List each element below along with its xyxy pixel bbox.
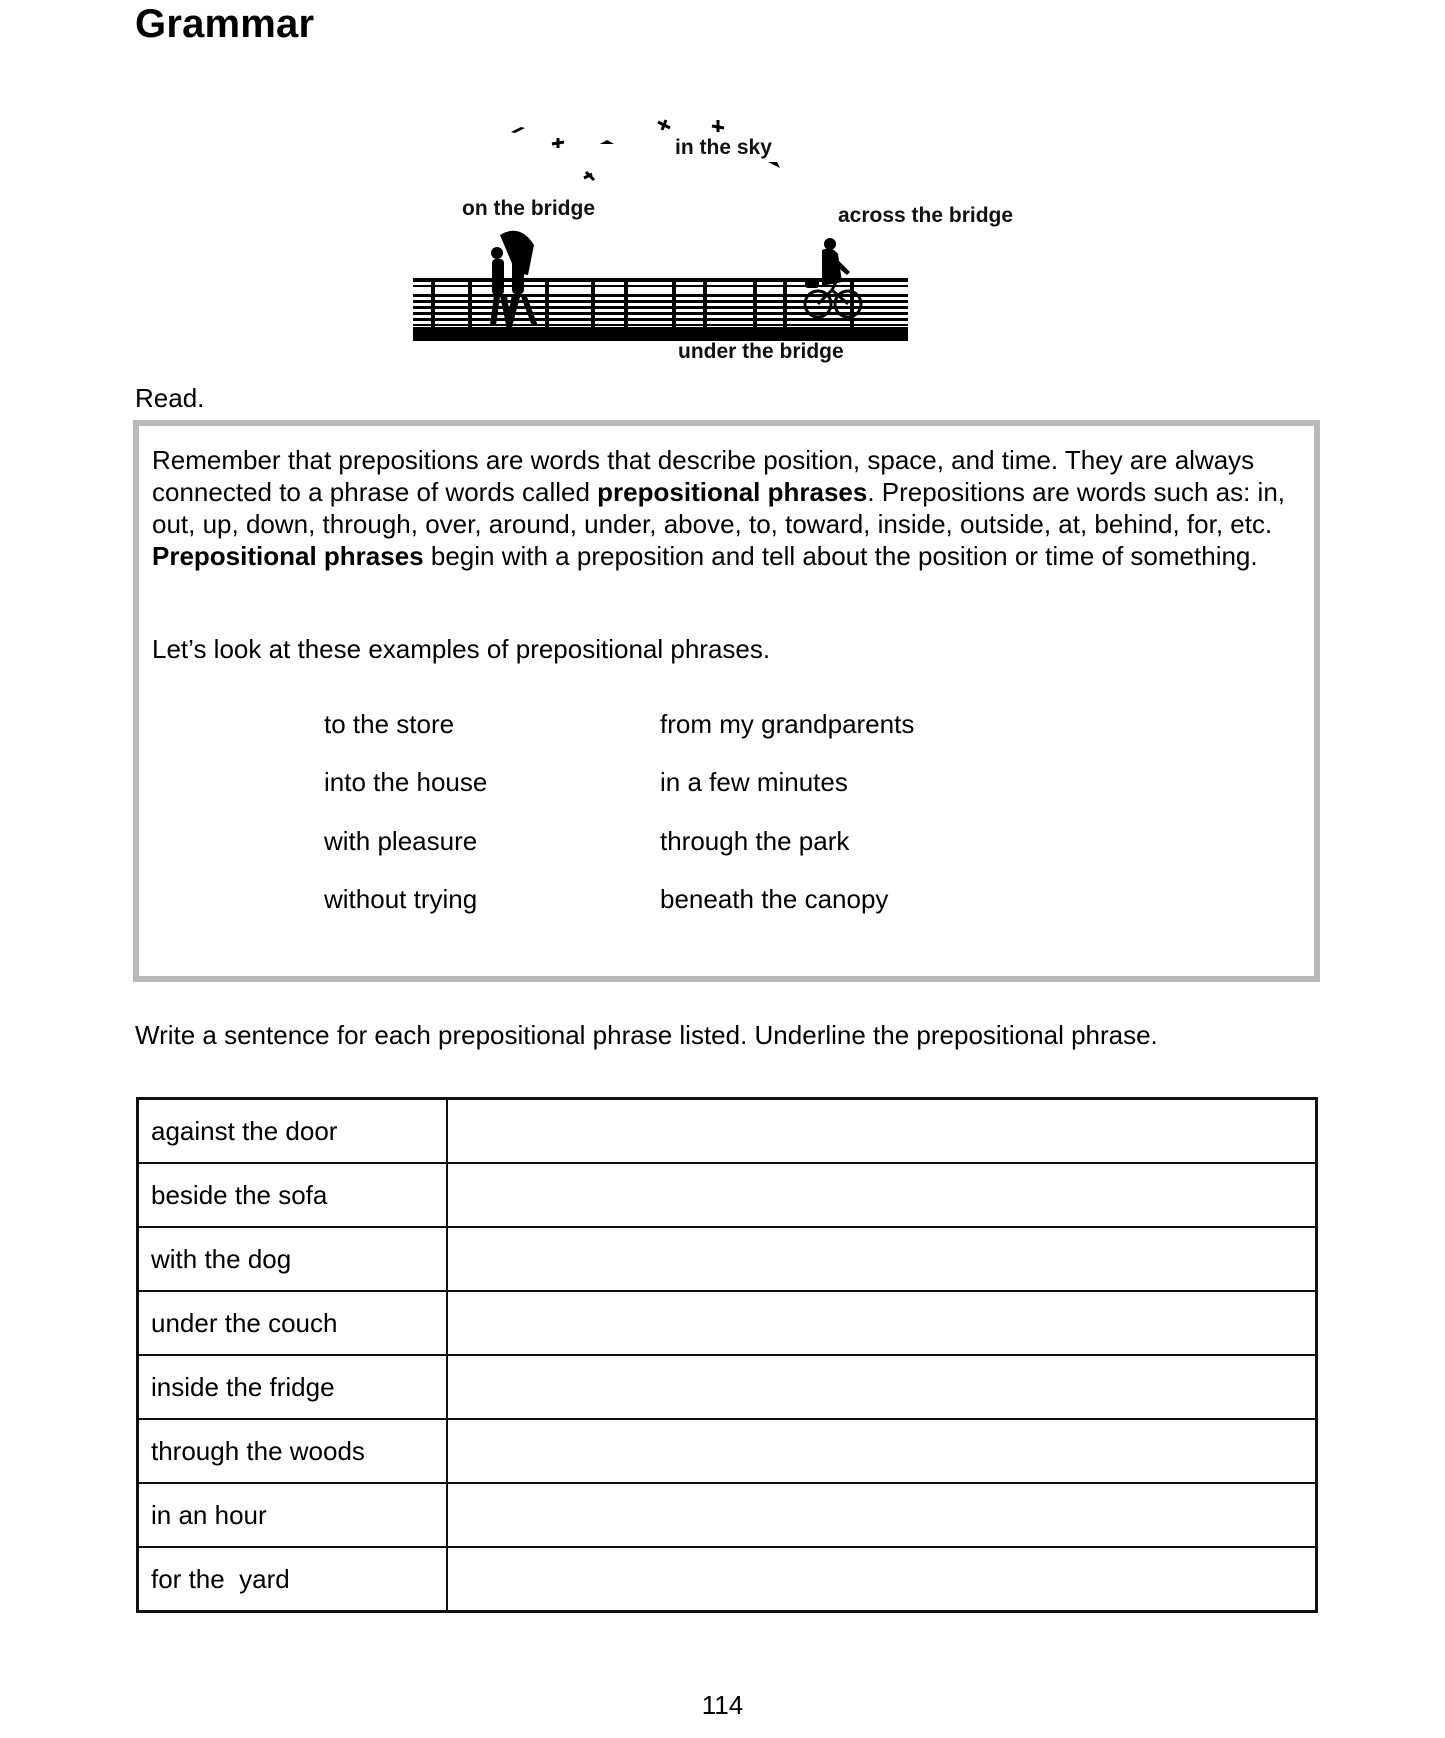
- label-across-the-bridge: across the bridge: [838, 204, 1014, 227]
- page-title: Grammar: [135, 2, 315, 46]
- example-phrase: from my grandparents: [660, 709, 915, 739]
- example-phrase: in a few minutes: [660, 767, 848, 797]
- bold-term: prepositional phrases: [597, 477, 868, 507]
- example-phrase: beneath the canopy: [660, 884, 889, 914]
- answer-cell[interactable]: [447, 1419, 1317, 1483]
- table-row: [138, 1483, 1317, 1547]
- phrase-cell: under the couch: [138, 1291, 448, 1355]
- label-in-the-sky: in the sky: [675, 136, 772, 159]
- read-label: Read.: [135, 383, 205, 413]
- phrase-cell: in an hour: [138, 1483, 448, 1547]
- info-paragraph: [152, 444, 1312, 572]
- table-row: [138, 1419, 1317, 1483]
- phrase-cell: beside the sofa: [138, 1163, 448, 1227]
- info-box: [133, 420, 1320, 982]
- table-row: [138, 1099, 1317, 1164]
- phrase-cell: against the door: [138, 1099, 448, 1164]
- answer-cell[interactable]: [447, 1355, 1317, 1419]
- bold-term: Prepositional phrases: [152, 541, 424, 571]
- phrase-cell: inside the fridge: [138, 1355, 448, 1419]
- paragraph-text: begin with a preposition and tell about the position or time of something.: [423, 541, 1258, 571]
- table-row: [138, 1291, 1317, 1355]
- answer-cell[interactable]: [447, 1163, 1317, 1227]
- table-row: [138, 1163, 1317, 1227]
- practice-table: [136, 1097, 1318, 1613]
- page-number: 114: [701, 1690, 744, 1720]
- example-phrase: with pleasure: [324, 826, 478, 856]
- examples-intro: Let’s look at these examples of prepositional phrases.: [152, 634, 771, 664]
- table-row: [138, 1355, 1317, 1419]
- answer-cell[interactable]: [447, 1227, 1317, 1291]
- paragraph-text: . Prepositions are words such as: in, out, up, down, through, over, around, under, above, to, toward, inside, outside, at, behind, for, etc.: [152, 477, 1285, 539]
- answer-cell[interactable]: [447, 1483, 1317, 1547]
- table-row: [138, 1227, 1317, 1291]
- phrase-cell: with the dog: [138, 1227, 448, 1291]
- example-phrase: without trying: [324, 884, 478, 914]
- answer-cell[interactable]: [447, 1547, 1317, 1612]
- exercise-instruction: Write a sentence for each prepositional phrase listed. Underline the prepositional phrase.: [135, 1020, 1158, 1050]
- table-row: [138, 1547, 1317, 1612]
- example-phrase: through the park: [660, 826, 850, 856]
- answer-cell[interactable]: [447, 1099, 1317, 1164]
- bridge-illustration: [400, 100, 1050, 370]
- phrase-cell: through the woods: [138, 1419, 448, 1483]
- example-phrase: into the house: [324, 767, 488, 797]
- phrase-cell: for the yard: [138, 1547, 448, 1612]
- paragraph-text: Remember that prepositions are words that describe position, space, and time. They are always connected to a phrase of words called: [152, 445, 1255, 507]
- answer-cell[interactable]: [447, 1291, 1317, 1355]
- label-on-the-bridge: on the bridge: [462, 197, 595, 220]
- label-under-the-bridge: under the bridge: [678, 340, 844, 363]
- example-phrase: to the store: [324, 709, 455, 739]
